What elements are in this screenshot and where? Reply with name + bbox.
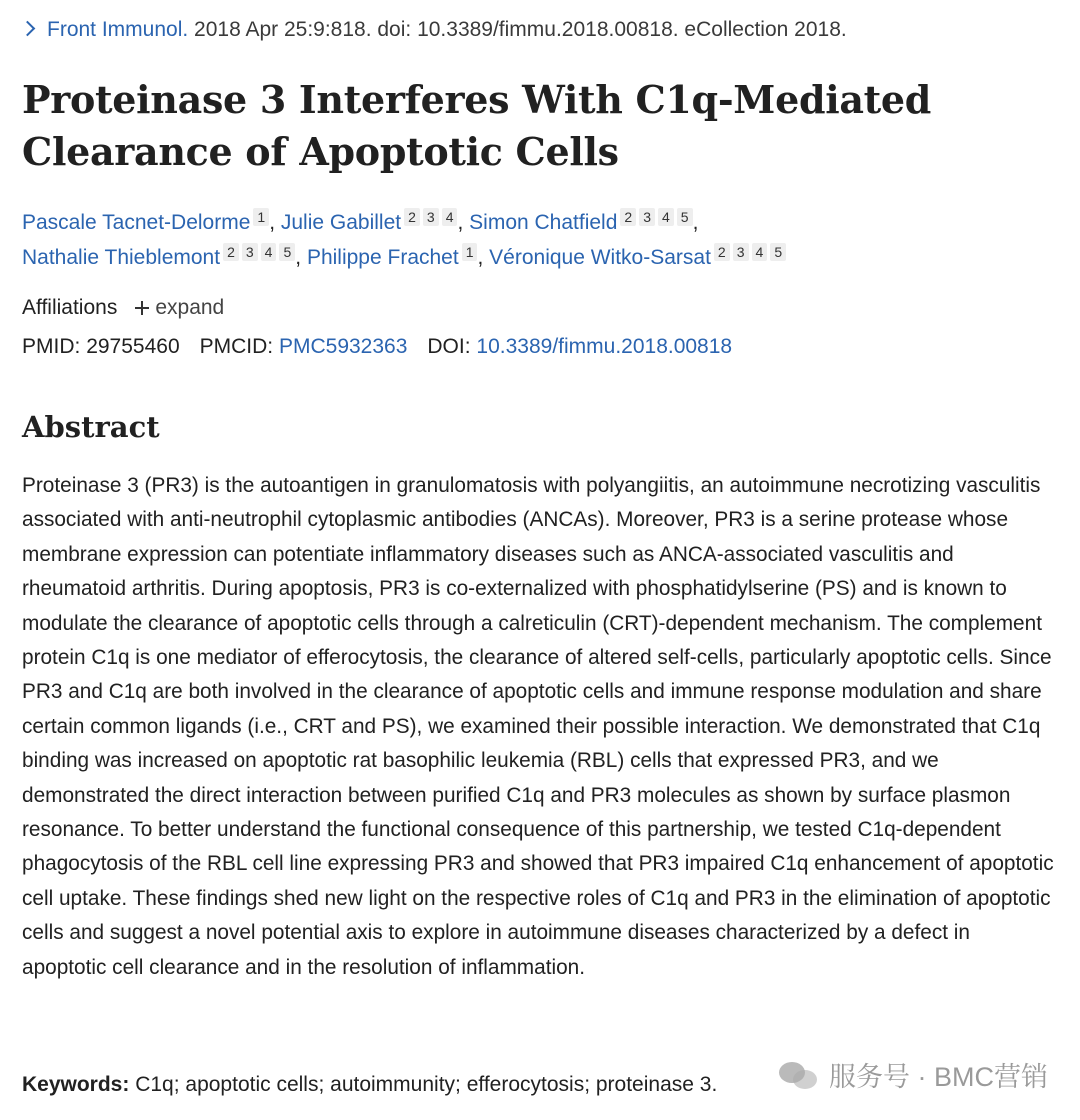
affiliation-ref[interactable]: 4 xyxy=(658,208,674,226)
author-line: Nathalie Thieblemont 2 3 4 5 , Philippe Frachet 1 , Véronique Witko-Sarsat 2 3 4 5 xyxy=(22,240,1062,275)
abstract-text: Proteinase 3 (PR3) is the autoantigen in granulomatosis with polyangiitis, an autoimmune necrotizing vasculitis associated with anti-neutrophil cytoplasmic antibodies (ANCAs). Moreover, PR3 is a serine protease whose membrane expression can potentiate inflammatory diseases such as ANCA-associated vasculitis and rheumatoid arthritis. During apoptosis, PR3 is co-externalized with phosphatidylserine (PS) and is known to modulate the clearance of apoptotic cells through a calreticulin (CRT)-dependent mechanism. The complement protein C1q is one mediator of efferocytosis, the clearance of altered self-cells, particularly apoptotic cells. Since PR3 and C1q are both involved in the clearance of apoptotic cells and immune response modulation and share certain common ligands (i.e., CRT and PS), we examined their possible interaction. We demonstrated that C1q binding was increased on apoptotic rat basophilic leukemia (RBL) cells that expressed PR3, and we demonstrated the direct interaction between purified C1q and PR3 molecules as shown by surface plasmon resonance. To better understand the functional consequence of this partnership, we tested C1q-dependent phagocytosis of the RBL cell line expressing PR3 and showed that PR3 impaired C1q enhancement of apoptotic cell uptake. These findings shed new light on the respective roles of C1q and PR3 in the elimination of apoptotic cells and suggest a novel potential axis to explore in autoimmune diseases characterized by a defect in apoptotic cell clearance and in the resolution of inflammation. xyxy=(22,474,1054,979)
pmcid-label: PMCID: xyxy=(199,335,274,358)
watermark-text: 服务号 · BMC营销 xyxy=(829,1062,1048,1092)
author-link[interactable]: Véronique Witko-Sarsat xyxy=(489,246,711,269)
affiliation-ref[interactable]: 3 xyxy=(733,243,749,261)
affiliation-ref[interactable]: 4 xyxy=(442,208,458,226)
doi-link[interactable]: 10.3389/fimmu.2018.00818 xyxy=(476,335,733,358)
pmid-label: PMID: xyxy=(22,335,81,358)
abstract-heading: Abstract xyxy=(22,410,160,444)
affiliation-ref[interactable]: 5 xyxy=(677,208,693,226)
author-link[interactable]: Pascale Tacnet-Delorme xyxy=(22,211,251,234)
chevron-right-icon[interactable] xyxy=(20,21,36,37)
affiliation-ref[interactable]: 2 xyxy=(404,208,420,226)
author-link[interactable]: Julie Gabillet xyxy=(280,211,402,234)
affiliation-ref[interactable]: 2 xyxy=(223,243,239,261)
pmcid-link[interactable]: PMC5932363 xyxy=(278,335,408,358)
affiliation-ref[interactable]: 3 xyxy=(423,208,439,226)
article-title: Proteinase 3 Interferes With C1q-Mediated Clearance of Apoptotic Cells xyxy=(22,77,932,174)
affiliation-ref[interactable]: 4 xyxy=(752,243,768,261)
author-list xyxy=(22,205,1062,275)
affiliation-ref[interactable]: 5 xyxy=(770,243,786,261)
author-line: Pascale Tacnet-Delorme 1 , Julie Gabillet 2 3 4 , Simon Chatfield 2 3 4 5 , xyxy=(22,209,699,234)
pmid-value: 29755460 xyxy=(86,335,180,358)
author-link[interactable]: Nathalie Thieblemont xyxy=(22,246,221,269)
plus-icon xyxy=(135,301,149,315)
affiliation-ref[interactable]: 1 xyxy=(253,208,269,226)
affiliations-toggle[interactable] xyxy=(22,296,224,320)
author-link[interactable]: Simon Chatfield xyxy=(469,211,618,234)
expand-label: expand xyxy=(155,296,225,319)
affiliations-label: Affiliations xyxy=(22,296,118,319)
author-link[interactable]: Philippe Frachet xyxy=(306,246,459,269)
watermark xyxy=(779,1055,1048,1094)
keywords-label: Keywords: xyxy=(22,1073,130,1096)
affiliation-ref[interactable]: 5 xyxy=(279,243,295,261)
citation-details: 2018 Apr 25:9:818. doi: 10.3389/fimmu.2018.00818. eCollection 2018. xyxy=(188,18,847,41)
identifier-line xyxy=(22,335,732,359)
keywords-text: C1q; apoptotic cells; autoimmunity; efferocytosis; proteinase 3. xyxy=(135,1073,718,1096)
journal-link[interactable]: Front Immunol. xyxy=(47,18,189,41)
doi-label: DOI: xyxy=(427,335,471,358)
affiliation-ref[interactable]: 2 xyxy=(620,208,636,226)
affiliation-ref[interactable]: 1 xyxy=(462,243,478,261)
citation-line xyxy=(22,18,847,42)
affiliation-ref[interactable]: 2 xyxy=(714,243,730,261)
keywords-line xyxy=(22,1073,717,1097)
affiliation-ref[interactable]: 3 xyxy=(639,208,655,226)
affiliation-ref[interactable]: 4 xyxy=(261,243,277,261)
affiliation-ref[interactable]: 3 xyxy=(242,243,258,261)
wechat-icon xyxy=(779,1058,821,1092)
